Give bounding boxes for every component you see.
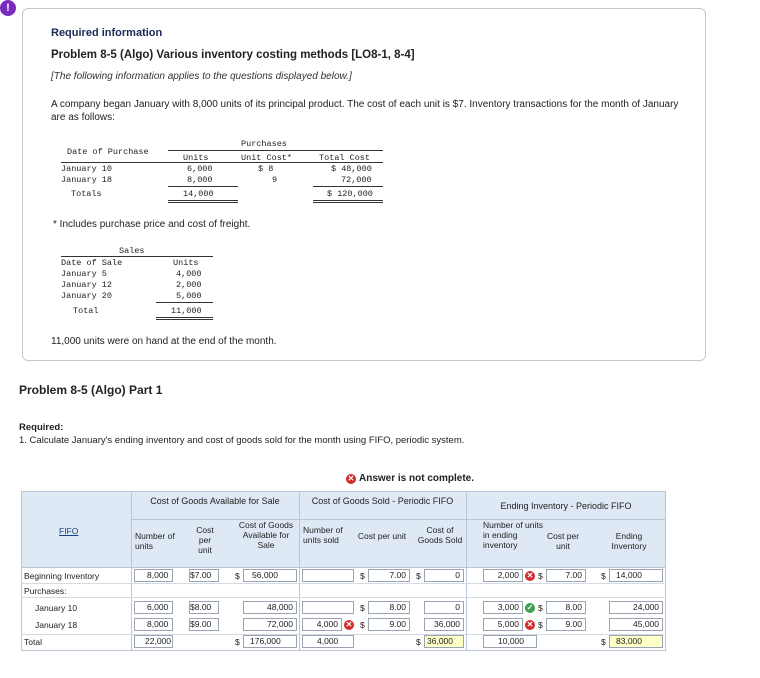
col-sale-units: Units xyxy=(173,258,199,268)
row-label-jan10: January 10 xyxy=(35,603,78,613)
col-date-of-sale: Date of Sale xyxy=(61,258,123,268)
dollar-sign: $ xyxy=(235,637,240,647)
dollar-sign: $ xyxy=(360,620,365,630)
part-title: Problem 8-5 (Algo) Part 1 xyxy=(19,383,163,397)
jan10-a-total[interactable]: 48,000 xyxy=(243,601,297,614)
row-label-purchases: Purchases: xyxy=(24,586,67,596)
col-a-units: Number of units xyxy=(135,531,175,551)
x-circle-icon: ✕ xyxy=(526,620,534,629)
col-s-total: Cost of Goods Sold xyxy=(417,525,463,545)
dollar-sign: $ xyxy=(538,620,543,630)
total-s-total[interactable]: 36,000 xyxy=(424,635,464,648)
purchase-row-units: 6,000 xyxy=(187,164,213,174)
jan18-s-total[interactable]: 36,000 xyxy=(424,618,464,631)
alert-icon: ! xyxy=(0,0,16,16)
col-e-units: Number of units in ending inventory xyxy=(483,520,543,550)
purchase-row-units: 8,000 xyxy=(187,175,213,185)
jan18-e-total[interactable]: 45,000 xyxy=(609,618,663,631)
purchase-row-total: 72,000 xyxy=(341,175,372,185)
col-unit-cost: Unit Cost* xyxy=(241,153,293,163)
jan10-e-cost[interactable]: 8.00 xyxy=(546,601,586,614)
question-text: 1. Calculate January's ending inventory and cost of goods sold for the month using FIFO, periodic system. xyxy=(19,435,465,446)
sale-row-date: January 20 xyxy=(61,291,113,301)
purchases-totals-units: 14,000 xyxy=(183,189,214,199)
total-e-units[interactable]: 10,000 xyxy=(483,635,537,648)
fifo-link[interactable]: FIFO xyxy=(59,526,79,536)
purchase-row-date: January 18 xyxy=(61,175,113,185)
required-label: Required: xyxy=(19,422,64,433)
col-a-cost: Cost per unit xyxy=(196,525,214,555)
dollar-sign: $ xyxy=(235,571,240,581)
problem-description: A company began January with 8,000 units of its principal product. The cost of each unit is $7. Inventory transactions for the month of January are as follows: xyxy=(51,99,679,123)
x-circle-icon: ✕ xyxy=(526,571,534,580)
row-label-beginning: Beginning Inventory xyxy=(24,571,100,581)
col-e-total: Ending Inventory xyxy=(611,531,647,551)
required-information-panel xyxy=(22,8,706,361)
jan18-a-units[interactable]: 8,000 xyxy=(134,618,173,631)
group-sold-header: Cost of Goods Sold - Periodic FIFO xyxy=(311,496,454,506)
jan10-e-total[interactable]: 24,000 xyxy=(609,601,663,614)
answer-status xyxy=(346,473,474,484)
answer-status-text: Answer is not complete. xyxy=(359,473,475,484)
total-a-total[interactable]: 176,000 xyxy=(243,635,297,648)
jan10-e-units[interactable]: 3,000 xyxy=(483,601,523,614)
jan10-s-total[interactable]: 0 xyxy=(424,601,464,614)
col-s-cost: Cost per unit xyxy=(357,531,407,541)
purchases-totals-label: Totals xyxy=(71,189,102,199)
sales-total-units: 11,000 xyxy=(171,306,202,316)
sale-row-units: 5,000 xyxy=(176,291,202,301)
purchase-row-date: January 10 xyxy=(61,164,113,174)
purchases-group-header: Purchases xyxy=(241,139,287,149)
col-s-units: Number of units sold xyxy=(303,525,343,545)
beginning-e-cost[interactable]: 7.00 xyxy=(546,569,586,582)
purchase-row-total: $ 48,000 xyxy=(331,164,372,174)
dollar-sign: $ xyxy=(360,603,365,613)
jan18-a-total[interactable]: 72,000 xyxy=(243,618,297,631)
jan18-s-cost[interactable]: 9.00 xyxy=(368,618,410,631)
sale-row-units: 4,000 xyxy=(176,269,202,279)
sale-row-units: 2,000 xyxy=(176,280,202,290)
row-label-jan18: January 18 xyxy=(35,620,78,630)
x-circle-icon: ✕ xyxy=(345,620,353,629)
col-date-of-purchase: Date of Purchase xyxy=(67,147,149,157)
jan10-s-cost[interactable]: 8.00 xyxy=(368,601,410,614)
dollar-sign: $ xyxy=(601,571,606,581)
beginning-a-units[interactable]: 8,000 xyxy=(134,569,173,582)
problem-title: Problem 8-5 (Algo) Various inventory costing methods [LO8-1, 8-4] xyxy=(51,49,415,61)
sales-group-header: Sales xyxy=(119,246,145,256)
purchases-totals-cost: $ 120,000 xyxy=(327,189,373,199)
dollar-sign: $ xyxy=(416,571,421,581)
col-a-total: Cost of Goods Available for Sale xyxy=(238,520,294,550)
x-circle-icon: ✕ xyxy=(347,473,355,483)
dollar-sign: $ xyxy=(601,637,606,647)
check-circle-icon: ✓ xyxy=(526,603,534,612)
dollar-sign: $ xyxy=(538,571,543,581)
beginning-s-units[interactable] xyxy=(302,569,354,582)
beginning-s-cost[interactable]: 7.00 xyxy=(368,569,410,582)
beginning-e-units[interactable]: 2,000 xyxy=(483,569,523,582)
beginning-a-cost[interactable]: $7.00 xyxy=(189,569,219,582)
beginning-e-total[interactable]: 14,000 xyxy=(609,569,663,582)
row-label-total: Total xyxy=(24,637,42,647)
purchase-row-unit-cost: $ 8 xyxy=(258,164,274,174)
sale-row-date: January 12 xyxy=(61,280,113,290)
dollar-sign: $ xyxy=(360,571,365,581)
jan18-e-cost[interactable]: 9.00 xyxy=(546,618,586,631)
sale-row-date: January 5 xyxy=(61,269,107,279)
footnote: * Includes purchase price and cost of freight. xyxy=(53,219,251,230)
jan10-a-cost[interactable]: $8.00 xyxy=(189,601,219,614)
group-ending-header: Ending Inventory - Periodic FIFO xyxy=(500,501,632,511)
dollar-sign: $ xyxy=(538,603,543,613)
required-information-heading: Required information xyxy=(51,27,163,39)
units-on-hand-note: 11,000 units were on hand at the end of the month. xyxy=(51,336,277,347)
fifo-worksheet xyxy=(21,491,666,651)
jan10-s-units[interactable] xyxy=(302,601,354,614)
group-available-header: Cost of Goods Available for Sale xyxy=(150,496,280,506)
purchase-row-unit-cost: 9 xyxy=(272,175,278,185)
jan10-a-units[interactable]: 6,000 xyxy=(134,601,173,614)
total-a-units[interactable]: 22,000 xyxy=(134,635,173,648)
applies-note: [The following information applies to the questions displayed below.] xyxy=(51,71,352,82)
beginning-s-total[interactable]: 0 xyxy=(424,569,464,582)
total-e-total[interactable]: 83,000 xyxy=(609,635,663,648)
beginning-a-total[interactable]: 56,000 xyxy=(243,569,297,582)
jan18-a-cost[interactable]: $9.00 xyxy=(189,618,219,631)
jan18-s-units[interactable]: 4,000 xyxy=(302,618,342,631)
total-s-units[interactable]: 4,000 xyxy=(302,635,354,648)
col-e-cost: Cost per unit xyxy=(546,531,580,551)
col-units: Units xyxy=(183,153,209,163)
jan18-e-units[interactable]: 5,000 xyxy=(483,618,523,631)
dollar-sign: $ xyxy=(416,637,421,647)
sales-total-label: Total xyxy=(73,306,99,316)
col-total-cost: Total Cost xyxy=(319,153,371,163)
